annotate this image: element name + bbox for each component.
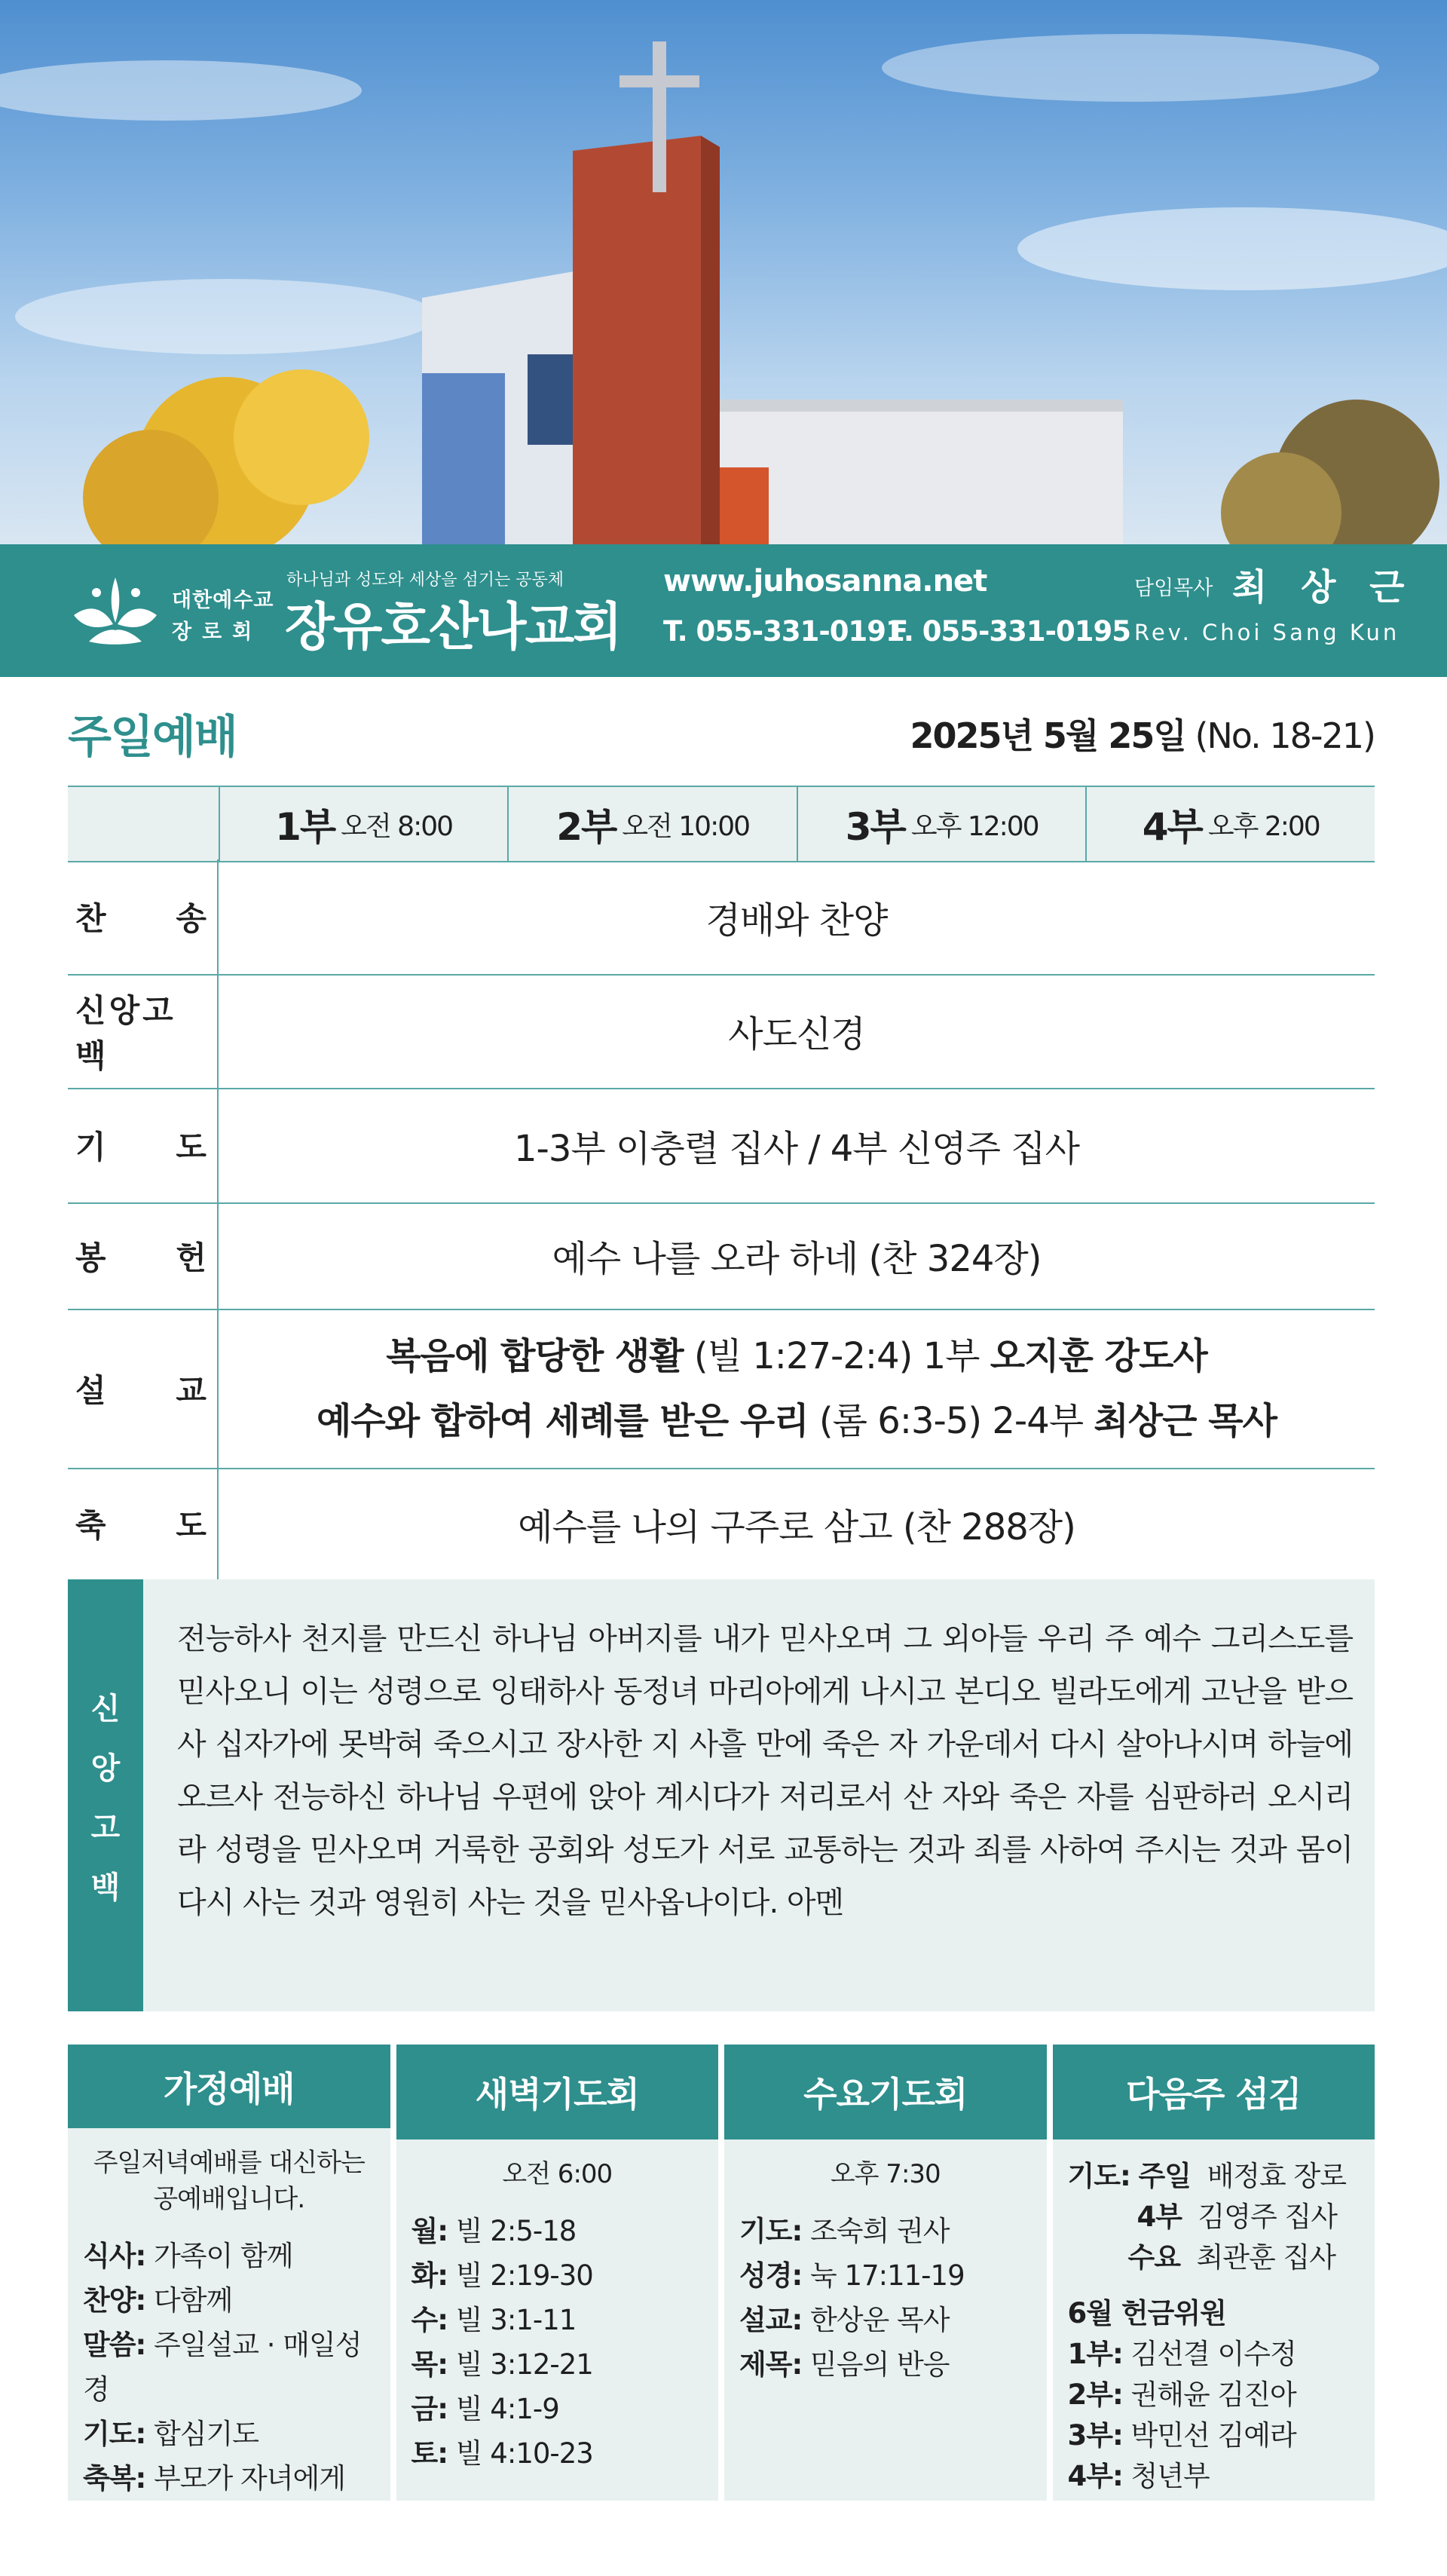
list-item: 토: 빌 4:10-23 bbox=[411, 2437, 593, 2470]
website-link[interactable]: www.juhosanna.net bbox=[663, 564, 987, 599]
service-3 bbox=[798, 787, 1088, 861]
church-slogan: 하나님과 성도와 세상을 섬기는 공동체 bbox=[286, 571, 564, 590]
row-label: 축 도 bbox=[68, 1468, 219, 1579]
list-item: 목: 빌 3:12-21 bbox=[411, 2348, 593, 2381]
list-item: 제목: 믿음의 반응 bbox=[739, 2348, 950, 2381]
family-worship-box bbox=[68, 2045, 390, 2501]
box-body bbox=[1053, 2140, 1375, 2497]
box-body bbox=[68, 2128, 390, 2501]
offering-row: 1부: 김선결 이수정 bbox=[1067, 2338, 1296, 2370]
service-4 bbox=[1087, 787, 1375, 861]
row-content: 사도신경 bbox=[728, 1013, 865, 1055]
creed-box bbox=[68, 1579, 1375, 2011]
box-time: 오후 7:30 bbox=[830, 2159, 941, 2189]
service-2 bbox=[509, 787, 798, 861]
header-corner-cell bbox=[68, 787, 220, 861]
service-time: 오전 10:00 bbox=[622, 810, 750, 842]
section-title: 주일예배 bbox=[68, 711, 237, 764]
offering-row: 2부: 권해윤 김진아 bbox=[1067, 2378, 1296, 2411]
list-item: 기도: 조숙희 권사 bbox=[739, 2215, 950, 2247]
list-item: 월: 빌 2:5-18 bbox=[411, 2215, 577, 2247]
wednesday-prayer-box bbox=[724, 2045, 1047, 2501]
box-body bbox=[396, 2140, 719, 2476]
row-content: 1-3부 이충렬 집사 / 4부 신영주 집사 bbox=[513, 1127, 1080, 1170]
church-logo-icon bbox=[66, 570, 164, 651]
pastor-name: 최 상 근 bbox=[1232, 566, 1415, 608]
box-title: 수요기도회 bbox=[724, 2045, 1047, 2140]
church-building-photo bbox=[0, 0, 1447, 544]
row-hymn bbox=[68, 859, 1375, 976]
row-label: 기 도 bbox=[68, 1088, 219, 1202]
box-title: 가정예배 bbox=[68, 2045, 390, 2128]
offering-row: 4부: 청년부 bbox=[1067, 2460, 1210, 2492]
offering-row: 3부: 박민선 김예라 bbox=[1067, 2419, 1296, 2452]
box-title: 다음주 섬김 bbox=[1053, 2045, 1375, 2140]
service-header-row bbox=[68, 786, 1375, 862]
list-item: 찬양: 다함께 bbox=[83, 2284, 233, 2317]
pastor-title: 담임목사 bbox=[1134, 577, 1213, 600]
prayer-row-3: 수요 최관훈 집사 bbox=[1127, 2241, 1335, 2274]
box-body bbox=[724, 2140, 1047, 2387]
service-name: 1부 bbox=[275, 805, 335, 849]
denomination-line2: 장로회 bbox=[172, 620, 263, 644]
list-item: 수: 빌 3:1-11 bbox=[411, 2304, 577, 2336]
dawn-prayer-box bbox=[396, 2045, 719, 2501]
pastor-name-english: Rev. Choi Sang Kun bbox=[1134, 620, 1400, 645]
list-item: 말씀: 주일설교 · 매일성경 bbox=[83, 2329, 362, 2406]
service-name: 4부 bbox=[1142, 805, 1202, 849]
issue-number: (No. 18-21) bbox=[1195, 715, 1375, 756]
info-boxes bbox=[68, 2045, 1375, 2501]
row-content: 경배와 찬양 bbox=[705, 899, 888, 942]
list-item: 기도: 합심기도 bbox=[83, 2418, 259, 2450]
list-item: 축복: 부모가 자녀에게 bbox=[83, 2462, 345, 2495]
list-item: 성경: 눅 17:11-19 bbox=[739, 2259, 965, 2292]
denomination-line1: 대한예수교 bbox=[172, 589, 274, 612]
row-sermon bbox=[68, 1309, 1375, 1469]
next-week-service-box bbox=[1053, 2045, 1375, 2501]
list-item: 금: 빌 4:1-9 bbox=[411, 2393, 559, 2425]
sermon-line-2: 예수와 합하여 세례를 받은 우리 (롬 6:3-5) 2-4부 최상근 목사 bbox=[317, 1399, 1277, 1442]
row-label: 봉 헌 bbox=[68, 1202, 219, 1309]
box-time: 오전 6:00 bbox=[502, 2159, 613, 2189]
box-title: 새벽기도회 bbox=[396, 2045, 719, 2140]
prayer-row-2: 4부 김영주 집사 bbox=[1136, 2201, 1338, 2233]
row-label: 설 교 bbox=[68, 1309, 219, 1468]
service-name: 2부 bbox=[556, 805, 616, 849]
creed-side-label: 신 앙 고 백 bbox=[68, 1579, 143, 2011]
row-label: 신앙고백 bbox=[68, 974, 219, 1088]
row-benediction bbox=[68, 1468, 1375, 1579]
sermon-line-1: 복음에 합당한 생활 (빌 1:27-2:4) 1부 오지훈 강도사 bbox=[386, 1334, 1207, 1377]
church-name: 장유호산나교회 bbox=[285, 598, 621, 657]
row-content: 예수 나를 오라 하네 (찬 324장) bbox=[552, 1238, 1042, 1280]
list-item: 화: 빌 2:19-30 bbox=[411, 2259, 593, 2292]
row-content: 예수를 나의 구주로 삼고 (찬 288장) bbox=[518, 1505, 1075, 1548]
church-banner bbox=[0, 544, 1447, 677]
list-item: 식사: 가족이 함께 bbox=[83, 2240, 293, 2272]
service-time: 오후 2:00 bbox=[1207, 810, 1320, 842]
list-item: 설교: 한상운 목사 bbox=[739, 2304, 950, 2336]
offering-title: 6월 헌금위원 bbox=[1067, 2297, 1226, 2329]
service-time: 오후 12:00 bbox=[910, 810, 1039, 842]
box-note: 주일저녁예배를 대신하는 공예배입니다. bbox=[93, 2148, 365, 2214]
service-1 bbox=[220, 787, 509, 861]
row-offering bbox=[68, 1202, 1375, 1310]
service-name: 3부 bbox=[845, 805, 905, 849]
bulletin-date bbox=[910, 709, 1375, 758]
row-prayer bbox=[68, 1088, 1375, 1204]
date-text: 2025년 5월 25일 bbox=[910, 715, 1185, 756]
fax-number: F. 055-331-0195 bbox=[889, 615, 1130, 648]
phone-number: T. 055-331-0191 bbox=[663, 615, 904, 648]
creed-text: 전능하사 천지를 만드신 하나님 아버지를 내가 믿사오며 그 외아들 우리 주 예수 그리스도를 믿사오니 이는 성령으로 잉태하사 동정녀 마리아에게 나시고 본디오 빌라도에게 고난을 받으사 십자가에 못박혀 죽으시고 장사한 지 사흘 만에 죽은 자 가운데서 다시 살아나시며 하늘에 오르사 전능하신 하나님 우편에 앉아 계시다가 저리로서 산 자와 죽은 자를 심판하러 오시리라 성령을 믿사오며 거룩한 공회와 성도가 서로 교통하는 것과 죄를 사하여 주시는 것과 몸이 다시 사는 것과 영원히 사는 것을 믿사옵나이다. 아멘 bbox=[177, 1622, 1353, 1920]
service-time: 오전 8:00 bbox=[341, 810, 453, 842]
row-content bbox=[219, 1309, 1375, 1468]
row-label: 찬 송 bbox=[68, 859, 219, 974]
row-creed bbox=[68, 974, 1375, 1089]
prayer-row-1: 기도: 주일 배정효 장로 bbox=[1067, 2160, 1347, 2192]
